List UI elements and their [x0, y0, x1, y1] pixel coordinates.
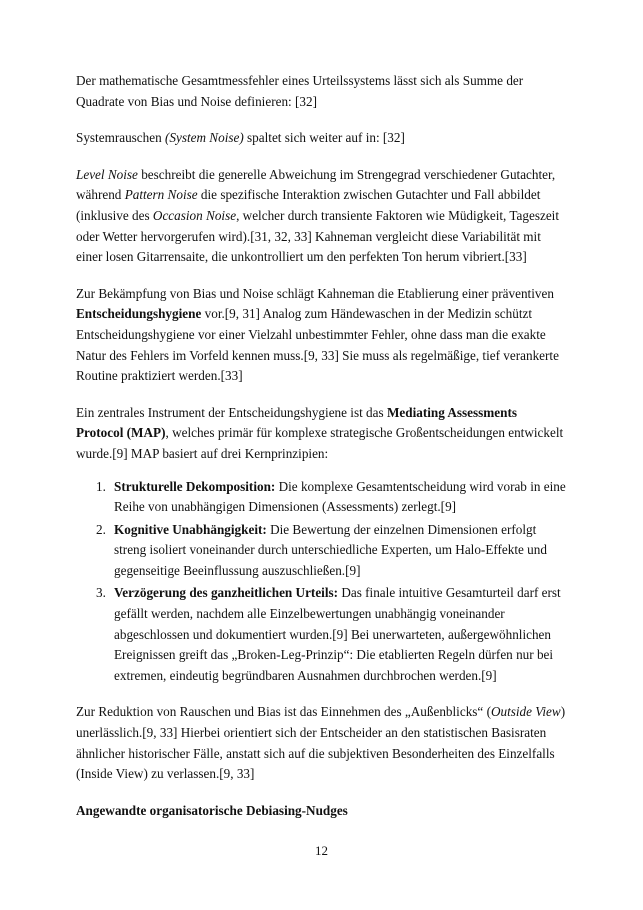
paragraph-text: Zur Bekämpfung von Bias und Noise schlägt Kahneman die Etablierung einer präventiven	[76, 285, 554, 301]
list-item	[76, 583, 566, 686]
paragraph-level-noise	[76, 165, 566, 268]
section-heading: Angewandte organisatorische Debiasing-Nudges	[76, 802, 348, 818]
italic-term: Level Noise	[76, 166, 138, 182]
paragraph-text: , welcher durch transiente Faktoren wie Müdigkeit, Tageszeit oder Wetter hervorgerufen wird).[31, 32, 33] Kahneman vergleicht diese Variabilität mit einer losen Gitarrensaite, die unkontrolliert um den perfekten Ton herum vibriert.[33]	[76, 207, 559, 265]
paragraph-text: Der mathematische Gesamtmessfehler eines Urteilssystems lässt sich als Summe der Quadrate von Bias und Noise definieren: [32]	[76, 73, 524, 109]
italic-term: (System Noise)	[165, 130, 244, 146]
paragraph-map	[76, 403, 566, 465]
paragraph-text: vor.[9, 31] Analog zum Händewaschen in der Medizin schützt Entscheidungshygiene vor einer Vielzahl unbestimmter Fehler, ohne dass man die exakte Natur des Fehlers im Vorfeld kennen muss.[9, 33] Sie muss als regelmäßige, tief verankerte Routine praktiziert werden.[33]	[76, 306, 559, 384]
italic-term: Pattern Noise	[124, 187, 198, 203]
list-item-text: Die Bewertung der einzelnen Dimensionen erfolgt streng isoliert voneinander durch unterschiedliche Experten, um Halo-Effekte und gegenseitige Beeinflussung auszuschließen.[9]	[114, 521, 547, 578]
list-item-text: Die komplexe Gesamtentscheidung wird vorab in eine Reihe von unabhängigen Dimensionen (Assessments) zerlegt.[9]	[114, 478, 566, 515]
paragraph-outside-view	[76, 702, 566, 784]
document-page	[76, 71, 566, 821]
list-item	[76, 477, 566, 518]
italic-term: Occasion Noise	[152, 207, 237, 223]
paragraph-text: ) unerlässlich.[9, 33] Hierbei orientiert sich der Entscheider an den statistischen Basisraten ähnlicher historischer Fälle, anstatt sich auf die subjektiven Besonderheiten des Einzelfalls (Inside View) zu verlassen.[9, 33]	[76, 704, 566, 782]
list-item-title: Strukturelle Dekomposition:	[114, 478, 276, 494]
principles-list	[76, 477, 566, 687]
list-item-text: Das finale intuitive Gesamturteil darf erst gefällt werden, nachdem alle Einzelbewertungen unabhängig voneinander abgeschlossen und dokumentiert wurden.[9] Bei unerwarteten, außergewöhnlichen Ereignissen greift das „Broken-Leg-Prinzip“: Die etablierten Regeln dürfen nur bei extremen, eindeutig begründbaren Ausnahmen durchbrochen werden.[9]	[114, 585, 561, 683]
paragraph-text: spaltet sich weiter auf in: [32]	[243, 130, 405, 146]
list-number: 3.	[96, 585, 106, 601]
paragraph-text: Zur Reduktion von Rauschen und Bias ist das Einnehmen des „Außenblicks“ (	[76, 704, 491, 720]
paragraph-text: , welches primär für komplexe strategische Großentscheidungen entwickelt wurde.[9] MAP basiert auf drei Kernprinzipien:	[76, 425, 564, 461]
paragraph-text: Systemrauschen	[76, 130, 165, 146]
paragraph-system-noise	[76, 128, 566, 149]
paragraph-text: Ein zentrales Instrument der Entscheidungshygiene ist das	[76, 404, 387, 420]
list-item-title: Verzögerung des ganzheitlichen Urteils:	[114, 585, 339, 601]
list-number: 1.	[96, 478, 106, 494]
list-number: 2.	[96, 521, 106, 537]
paragraph-total-error	[76, 71, 566, 112]
list-item-title: Kognitive Unabhängigkeit:	[114, 521, 267, 537]
bold-term: Mediating Assessments Protocol (MAP)	[76, 404, 517, 441]
paragraph-text: beschreibt die generelle Abweichung im Strengegrad verschiedener Gutachter, während	[76, 166, 556, 203]
italic-term: Outside View	[490, 704, 561, 720]
list-item	[76, 520, 566, 582]
bold-term: Entscheidungshygiene	[76, 306, 202, 322]
paragraph-decision-hygiene	[76, 284, 566, 387]
page-number: 12	[315, 843, 328, 858]
paragraph-text: die spezifische Interaktion zwischen Gutachter und Fall abbildet (inklusive des	[76, 187, 541, 223]
